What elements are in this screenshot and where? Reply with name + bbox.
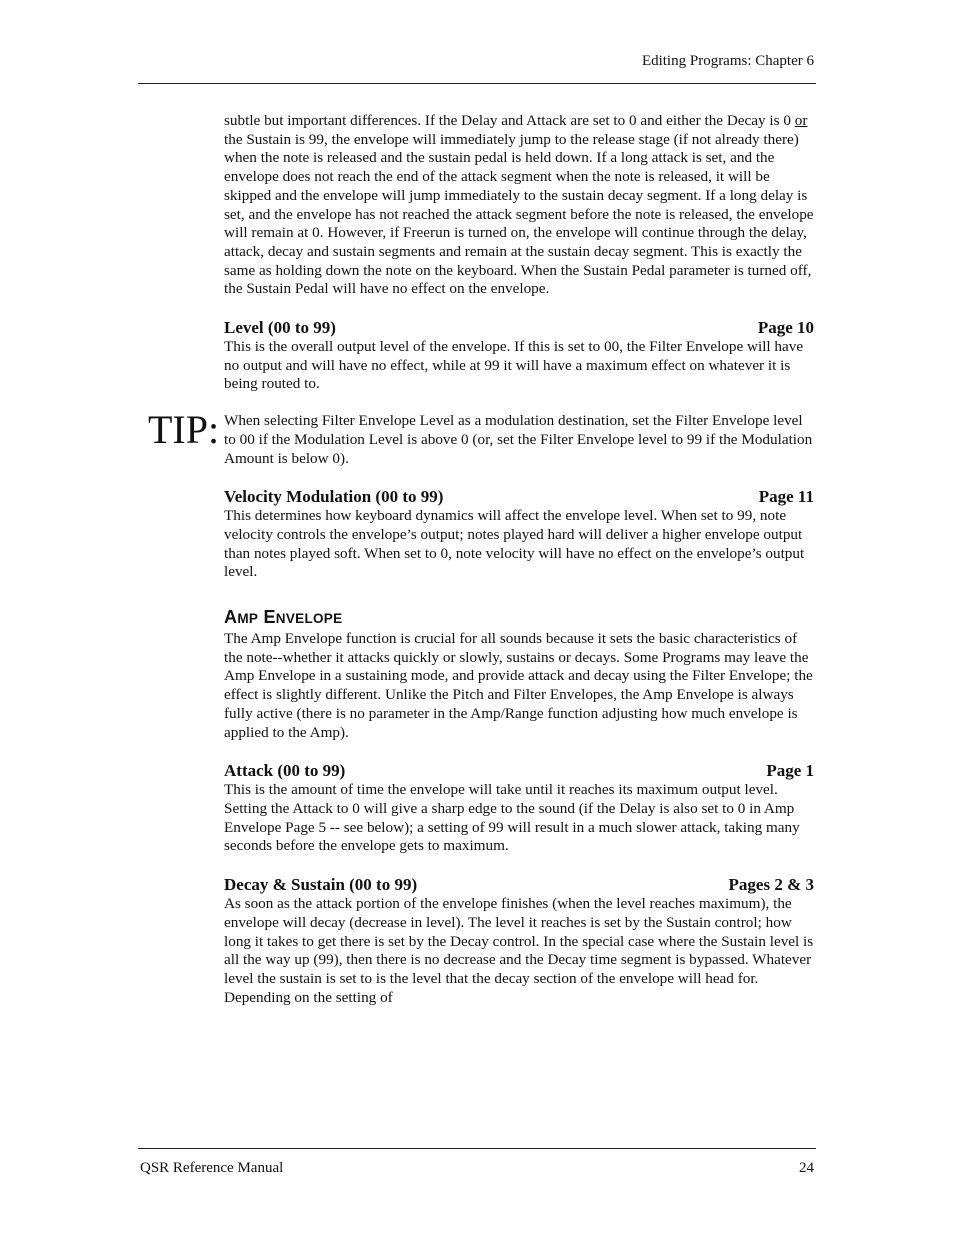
decay-sustain-page: Pages 2 & 3 — [728, 875, 814, 895]
velocity-page: Page 11 — [758, 487, 814, 507]
tip-label: TIP: — [148, 407, 220, 453]
amp-envelope-paragraph: The Amp Envelope function is crucial for all sounds because it sets the basic characteristics of the note--whether it attacks quickly or slowly, sustains or decays. Some Programs may leave the Amp Envelope in a sustaining mode, and provide attack and decay using the Filter Envelope; the effect is slightly different. Unlike the Pitch and Filter Envelopes, the Amp Envelope is always fully active (there is no parameter in the Amp/Range function adjusting how much envelope is applied to the Amp). — [224, 630, 813, 741]
attack-title: Attack (00 to 99) — [224, 761, 346, 781]
amp-envelope-title: AMP ENVELOPE — [224, 607, 343, 628]
tip-paragraph: When selecting Filter Envelope Level as a modulation destination, set the Filter Envelope level to 00 if the Modulation Level is above 0 (or, set the Filter Envelope level to 99 if the Modulation Amount is below 0). — [224, 412, 813, 467]
attack-paragraph: This is the amount of time the envelope will take until it reaches its maximum output level. Setting the Attack to 0 will give a sharp edge to the sound (if the Delay is also set to 0 in Amp Envelope Page 5 -- see below); a setting of 99 will result in a much slower attack, taking many seconds before the envelope gets to maximum. — [224, 781, 800, 855]
level-page: Page 10 — [757, 318, 814, 338]
attack-page: Page 1 — [766, 761, 814, 781]
velocity-paragraph: This determines how keyboard dynamics will affect the envelope level. When set to 99, note velocity controls the envelope’s output; notes played hard will deliver a higher envelope output than notes played soft. When set to 0, note velocity will have no effect on the envelope’s output level. — [224, 507, 805, 581]
level-paragraph: This is the overall output level of the envelope. If this is set to 00, the Filter Envelope will have no output and will have no effect, while at 99 it will have a maximum effect on whatever it is being routed to. — [224, 338, 804, 393]
header-rule — [138, 83, 816, 84]
decay-sustain-heading — [224, 875, 814, 895]
footer-manual-title: QSR Reference Manual — [140, 1160, 284, 1176]
level-heading — [224, 318, 814, 338]
page-body — [148, 112, 814, 1007]
running-header: Editing Programs: Chapter 6 — [641, 53, 814, 69]
level-title: Level (00 to 99) — [224, 318, 336, 338]
tip-block — [148, 407, 814, 468]
intro-paragraph: subtle but important differences. If the Delay and Attack are set to 0 and either the Decay is 0 or the Sustain is 99, the envelope will immediately jump to the release stage (if not already there) when the note is released and the sustain pedal is held down. If a long attack is set, and the envelope does not reach the end of the attack segment when the note is released, it will be skipped and the envelope will jump immediately to the sustain decay segment. If a long delay is set, and the envelope has not reached the attack segment before the note is released, the envelope will remain at 0. However, if Freerun is turned on, the envelope will continue through the delay, attack, decay and sustain segments and remain at the sustain decay segment. This is exactly the same as holding down the note on the keyboard. When the Sustain Pedal parameter is turned off, the Sustain Pedal will have no effect on the envelope. — [224, 112, 814, 298]
attack-heading — [224, 761, 814, 781]
underlined-or: or — [794, 112, 808, 129]
velocity-heading — [224, 487, 814, 507]
footer-page-number: 24 — [799, 1160, 814, 1176]
footer-rule — [138, 1148, 816, 1149]
decay-sustain-title: Decay & Sustain (00 to 99) — [224, 875, 418, 895]
decay-sustain-paragraph: As soon as the attack portion of the envelope finishes (when the level reaches maximum), the envelope will decay (decrease in level). The level it reaches is set by the Sustain control; how long it takes to get there is set by the Decay control. In the special case where the Sustain level is all the way up (99), then there is no decrease and the Decay time segment is bypassed. Whatever level the sustain is set to is the level that the decay section of the envelope will head for. Depending on the setting of — [224, 895, 814, 1006]
velocity-title: Velocity Modulation (00 to 99) — [224, 487, 444, 507]
